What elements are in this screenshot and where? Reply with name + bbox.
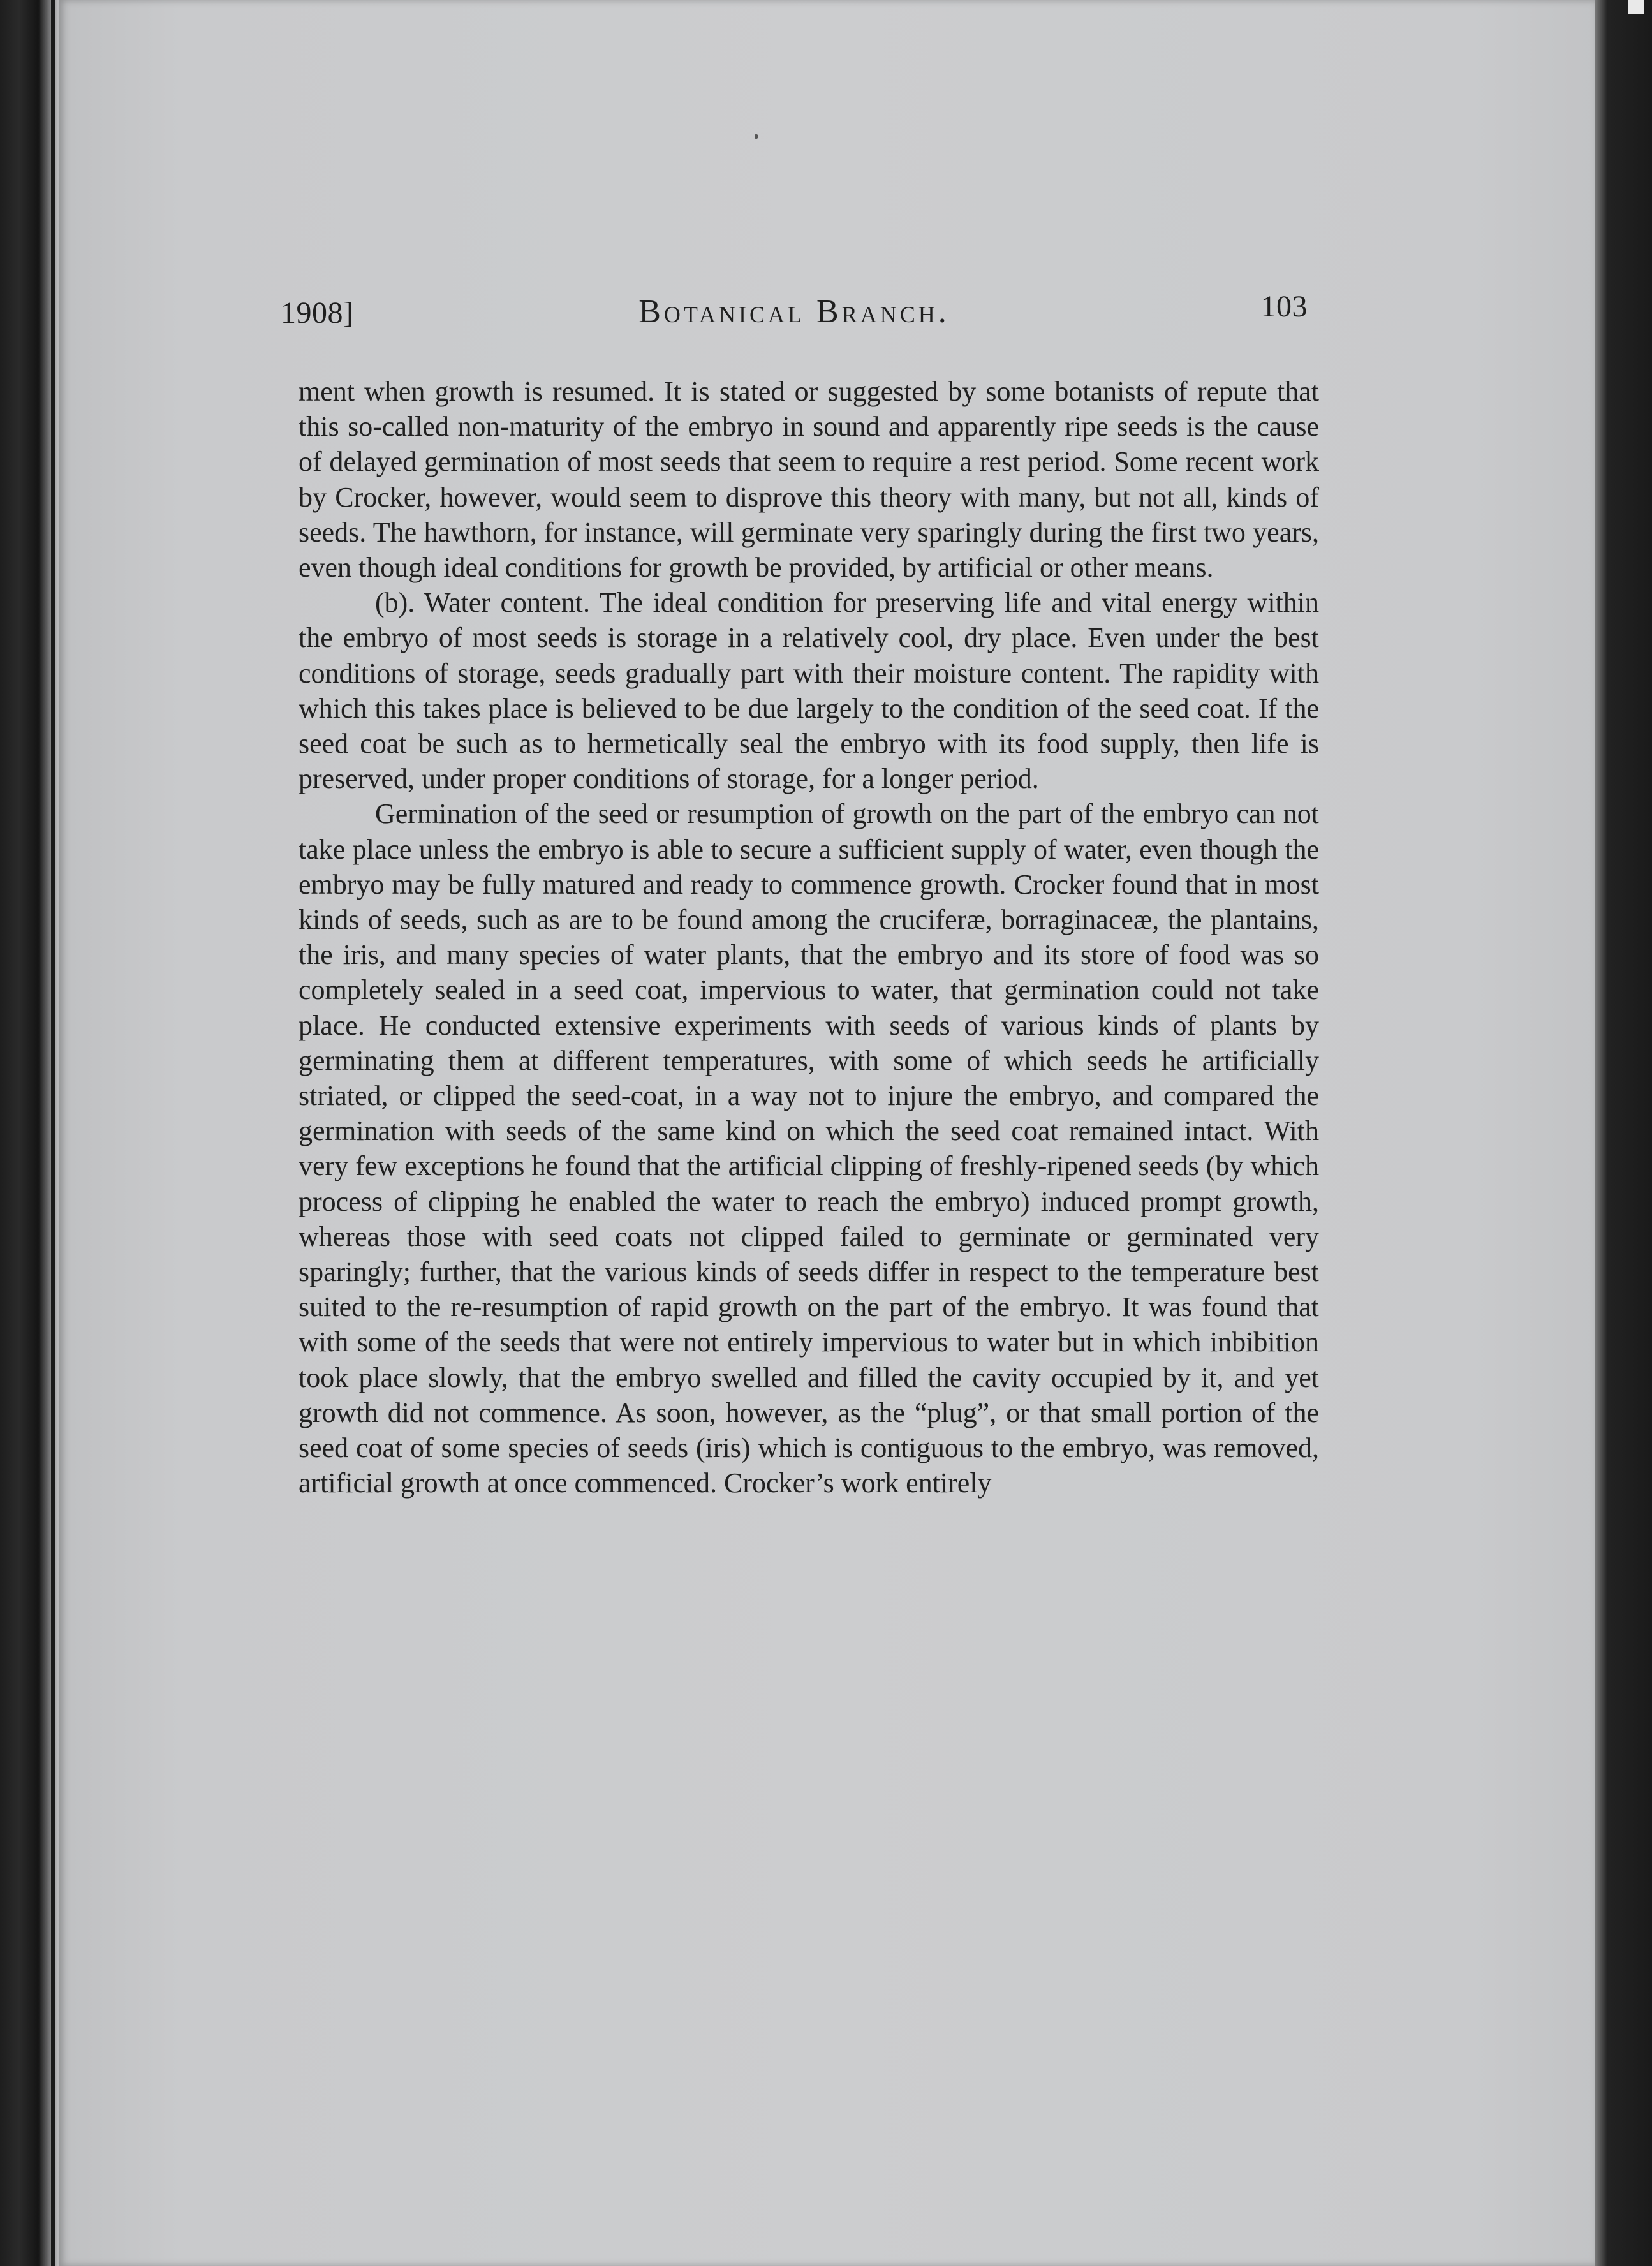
running-head-year: 1908] bbox=[281, 296, 354, 330]
page-number: 103 bbox=[1260, 290, 1308, 323]
binding-gutter bbox=[51, 0, 55, 2266]
paragraph-3: Germination of the seed or resumption of growth on the part of the embryo can not take place unless the embryo is able to secure a sufficient supply of water, even though the embryo may be fully matured and ready to commence growth. Crocker found that in most kinds of seeds, such as are to be found among the cruciferæ, borraginaceæ, the plantains, the iris, and many species of water plants, that the embryo and its store of food was so completely sealed in a seed coat, impervious to water, that germination could not take place. He conducted extensive experiments with seeds of various kinds of plants by germinating them at different temperatures, with some of which seeds he artificially striated, or clipped the seed-coat, in a way not to injure the embryo, and compared the germination with seeds of the same kind on which the seed coat remained intact. With very few exceptions he found that the artificial clipping of freshly-ripened seeds (by which process of clipping he enabled the water to reach the embryo) induced prompt growth, whereas those with seed coats not clipped failed to germinate or germinated very sparingly; further, that the various kinds of seeds differ in respect to the temperature best suited to the re-resumption of rapid growth on the part of the embryo. It was found that with some of the seeds that were not entirely impervious to water but in which inbibition took place slowly, that the embryo swelled and filled the cavity occupied by it, and yet growth did not commence. As soon, however, as the “plug”, or that small portion of the seed coat of some species of seeds (iris) which is contiguous to the embryo, was removed, artificial growth at once commenced. Crocker’s work entirely bbox=[299, 798, 1319, 1499]
paragraph-1: ment when growth is resumed. It is stated or suggested by some botanists of repute that this so-called non-maturity of the embryo in sound and apparently ripe seeds is the cause of delayed germination of most seeds that seem to require a rest period. Some recent work by Crocker, however, would seem to disprove this theory with many, but not all, kinds of seeds. The hawthorn, for instance, will germinate very sparingly during the first two years, even though ideal conditions for growth be provided, by artificial or other means. bbox=[299, 376, 1319, 584]
body-text bbox=[299, 374, 1319, 1501]
running-head bbox=[281, 284, 1308, 335]
paragraph-2: (b). Water content. The ideal condition for preserving life and vital energy within the embryo of most seeds is storage in a relatively cool, dry place. Even under the best conditions of storage, seeds gradually part with their moisture content. The rapidity with which this takes place is believed to be due largely to the condition of the seed coat. If the seed coat be such as to hermetically seal the embryo with its food supply, then life is preserved, under proper conditions of storage, for a longer period. bbox=[299, 587, 1319, 795]
corner-mark bbox=[1628, 0, 1644, 14]
running-head-title: Botanical Branch. bbox=[638, 293, 950, 330]
print-speck bbox=[755, 134, 758, 139]
